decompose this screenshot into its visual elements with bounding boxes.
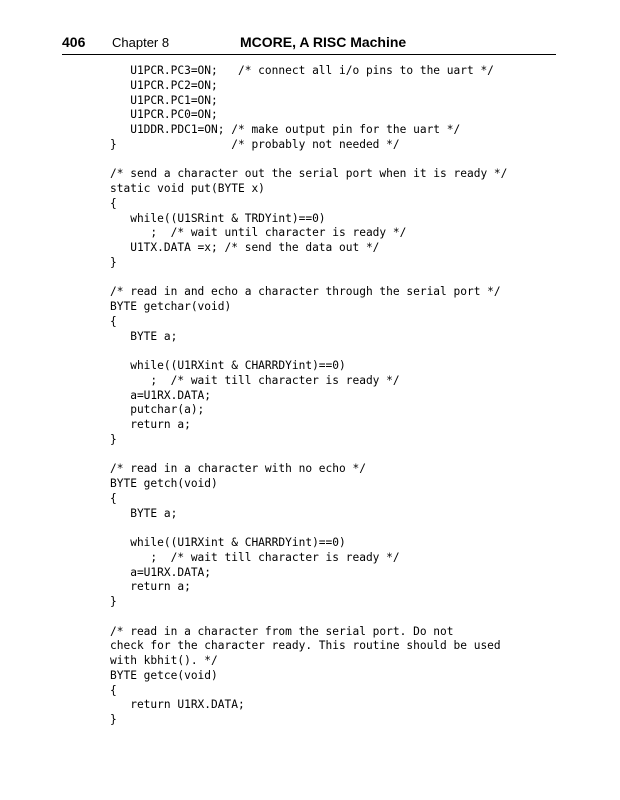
running-header	[62, 32, 556, 55]
code-line: with kbhit(). */	[110, 654, 218, 667]
code-line	[110, 448, 507, 463]
code-line: {	[110, 683, 117, 697]
code-line	[110, 153, 507, 168]
code-line: U1PCR.PC2=ON;	[110, 78, 218, 92]
code-line: }	[110, 713, 117, 726]
code-line: while((U1RXint & CHARRDYint)==0)	[110, 536, 346, 549]
code-line: putchar(a);	[110, 403, 205, 417]
code-line: a=U1RX.DATA;	[110, 565, 212, 579]
code-line	[110, 521, 507, 536]
code-line: /* read in a character from the serial port. Do not	[110, 624, 454, 638]
code-line: {	[110, 196, 117, 210]
code-listing	[110, 64, 507, 728]
code-line: return a;	[110, 580, 191, 594]
code-line: U1PCR.PC1=ON;	[110, 93, 218, 107]
code-line: BYTE a;	[110, 506, 178, 520]
code-line: ; /* wait till character is ready */	[110, 550, 400, 564]
code-line: }	[110, 595, 117, 608]
chapter-title: MCORE, A RISC Machine	[240, 34, 407, 50]
code-line: BYTE getchar(void)	[110, 300, 232, 313]
code-line: check for the character ready. This routine should be used	[110, 639, 501, 653]
code-line: U1TX.DATA =x; /* send the data out */	[110, 241, 380, 254]
code-line: a=U1RX.DATA;	[110, 388, 212, 402]
code-line: return U1RX.DATA;	[110, 698, 245, 712]
code-line	[110, 271, 507, 286]
code-line: ; /* wait until character is ready */	[110, 226, 407, 240]
code-line: BYTE a;	[110, 329, 178, 343]
code-line: /* read in and echo a character through the serial port */	[110, 285, 501, 299]
code-line: U1DDR.PDC1=ON; /* make output pin for the uart */	[110, 123, 461, 136]
code-line: /* read in a character with no echo */	[110, 462, 366, 476]
code-line: {	[110, 491, 117, 505]
code-line: } /* probably not needed */	[110, 137, 400, 151]
code-line: U1PCR.PC3=ON; /* connect all i/o pins to the uart */	[110, 64, 494, 77]
code-line: }	[110, 255, 117, 269]
code-line: /* send a character out the serial port when it is ready */	[110, 167, 508, 181]
chapter-label: Chapter 8	[112, 35, 170, 50]
code-line: static void put(BYTE x)	[110, 182, 265, 195]
code-line: BYTE getch(void)	[110, 477, 218, 490]
code-line: BYTE getce(void)	[110, 668, 218, 682]
code-line: {	[110, 314, 117, 328]
code-line: while((U1SRint & TRDYint)==0)	[110, 211, 326, 225]
code-line: U1PCR.PC0=ON;	[110, 108, 218, 122]
code-line: while((U1RXint & CHARRDYint)==0)	[110, 359, 346, 372]
code-line: }	[110, 432, 117, 446]
code-line	[110, 610, 507, 625]
code-line	[110, 344, 507, 359]
code-line: return a;	[110, 418, 191, 431]
page-number: 406	[62, 34, 86, 50]
code-line: ; /* wait till character is ready */	[110, 373, 400, 387]
